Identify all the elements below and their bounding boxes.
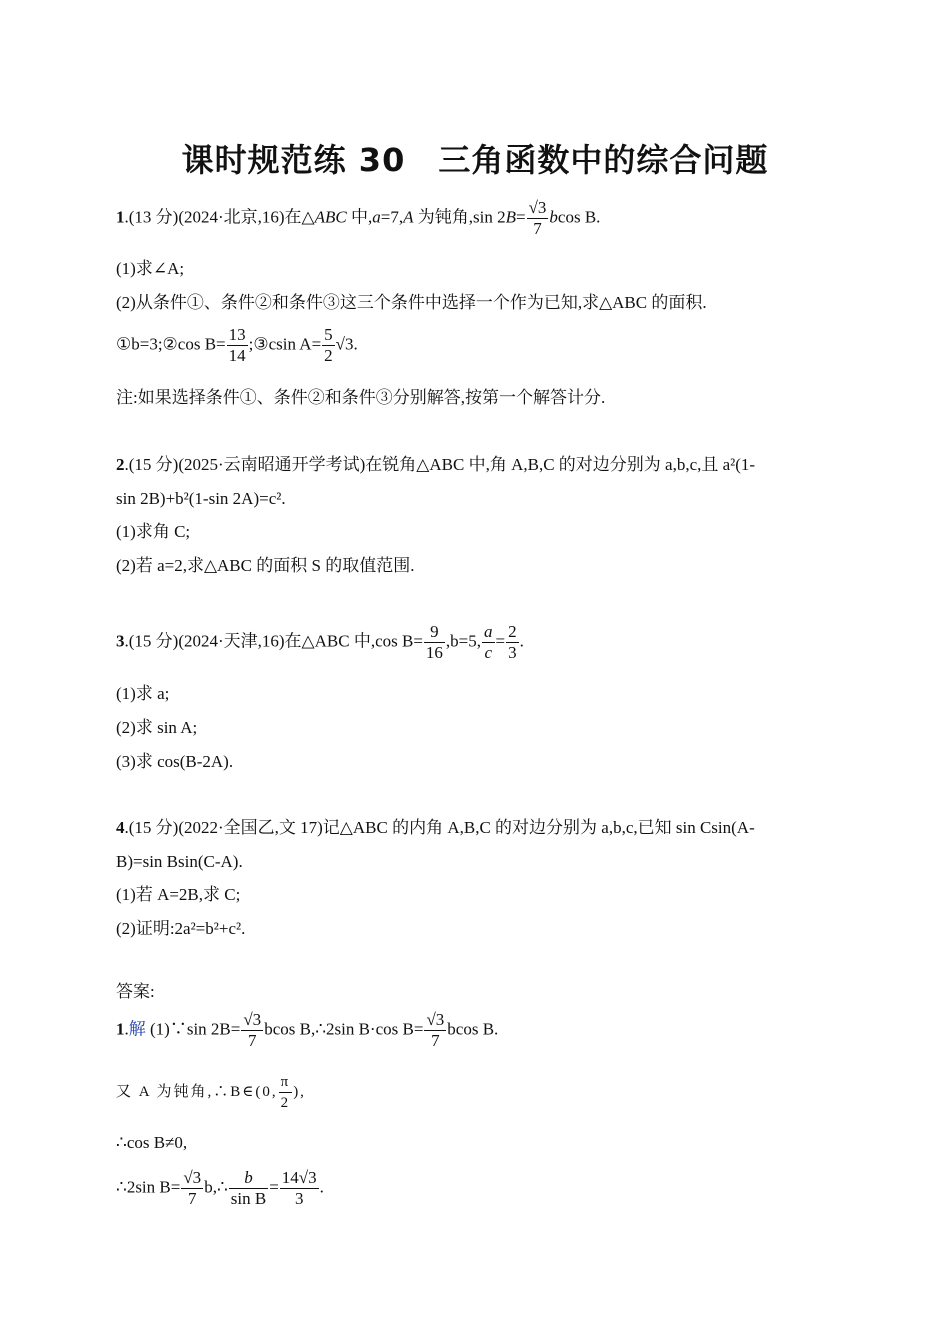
q2-part1: (1)求角 C; (116, 522, 191, 541)
answer1-line2: 又 A 为钝角,∴B∈(0, $\frac{\pi}{2}$ ), (116, 1074, 306, 1111)
solve-label: 解 (128, 1019, 146, 1039)
q1-note: 注:如果选择条件①、条件②和条件③分别解答,按第一个解答计分. (116, 388, 606, 407)
q1-part1: (1)求∠A; (116, 259, 185, 278)
q3-fraction-3: $\frac{2}{3}$ (508, 622, 517, 662)
q1-number: 1 (116, 207, 125, 227)
page-title: 课时规范练 30 三角函数中的综合问题 (181, 141, 769, 179)
q1-conditions: ①b=3;②cos B= $\frac{13}{14}$ ;③csin A= $\frac{5}{2}$ √3. (116, 325, 358, 365)
q3-number: 3 (116, 631, 125, 651)
q3-stem: 3.(15 分)(2024·天津,16)在△ABC 中,cos B= $\frac{9}{16}$ ,b=5, $\frac{a}{c}$ = $\frac{2}{3}$ . (116, 622, 524, 662)
q4-number: 4 (116, 818, 125, 837)
answer1-fraction-5: $\frac{14√3}{3}$ (281, 1168, 317, 1208)
answer1-number: 1 (116, 1019, 125, 1039)
q3-part2: (2)求 sin A; (116, 718, 198, 737)
q2-part2: (2)若 a=2,求△ABC 的面积 S 的取值范围. (116, 556, 415, 575)
q2-stem-line2: sin 2B)+b²(1-sin 2A)=c². (116, 489, 286, 508)
q1-cond-fraction: $\frac{13}{14}$ (228, 325, 246, 365)
q3-fraction-1: $\frac{9}{16}$ (425, 622, 443, 662)
answer1-fraction-3: $\frac{√3}{7}$ (183, 1168, 202, 1208)
q1-stem: 1.(13 分)(2024·北京,16)在△ABC 中,a=7,A 为钝角,sin 2B= $\frac{√3}{7}$ bcos B. (116, 198, 601, 238)
q3-part3: (3)求 cos(B-2A). (116, 752, 234, 771)
answer1-fraction-2: $\frac{√3}{7}$ (426, 1010, 445, 1050)
answer1-line1: 1.解 (1)∵sin 2B= $\frac{√3}{7}$ bcos B,∴2sin B·cos B= $\frac{√3}{7}$ bcos B. (116, 1010, 499, 1050)
answer1-line4: ∴2sin B= $\frac{√3}{7}$ b,∴ $\frac{b}{\text{sin B}}$ = $\frac{14√3}{3}$ . (116, 1168, 324, 1208)
q3-fraction-2: $\frac{a}{c}$ (484, 622, 493, 662)
q3-part1: (1)求 a; (116, 684, 170, 703)
q1-fraction: $\frac{√3}{7}$ (528, 198, 547, 238)
q4-part2: (2)证明:2a²=b²+c². (116, 919, 246, 938)
q2-number: 2 (116, 455, 125, 474)
q4-part1: (1)若 A=2B,求 C; (116, 885, 241, 904)
answer1-fraction-1: $\frac{√3}{7}$ (243, 1010, 262, 1050)
q1-cond-fraction-2: $\frac{5}{2}$ (324, 325, 333, 365)
q4-stem-line2: B)=sin Bsin(C-A). (116, 852, 243, 871)
q4-stem-line1: 4.(15 分)(2022·全国乙,文 17)记△ABC 的内角 A,B,C 的对边分别为 a,b,c,已知 sin Csin(A- (116, 818, 755, 837)
q2-stem-line1: 2.(15 分)(2025·云南昭通开学考试)在锐角△ABC 中,角 A,B,C 的对边分别为 a,b,c,且 a²(1- (116, 455, 756, 474)
answer1-fraction-4: $\frac{b}{\text{sin B}}$ (230, 1168, 267, 1208)
answers-heading: 答案: (116, 982, 155, 1001)
answer1-fraction-pi: $\frac{\pi}{2}$ (280, 1074, 291, 1111)
q1-part2: (2)从条件①、条件②和条件③这三个条件中选择一个作为已知,求△ABC 的面积. (116, 293, 707, 312)
answer1-line3: ∴cos B≠0, (116, 1133, 188, 1152)
